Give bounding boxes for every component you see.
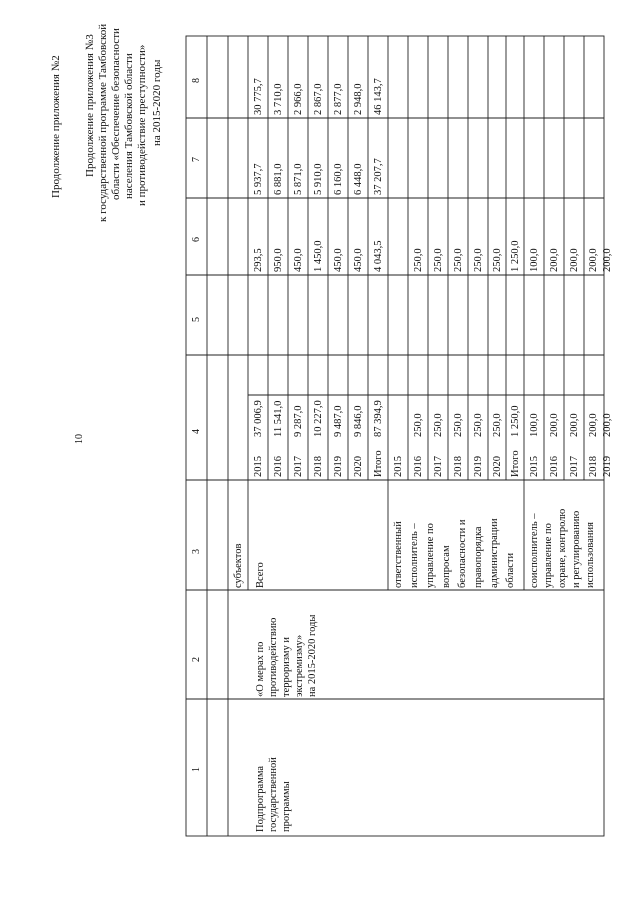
resp-c6: 250,0 <box>473 248 484 272</box>
resp-c6: 250,0 <box>492 248 503 272</box>
total-year: Итого <box>373 450 384 477</box>
resp-year: Итого <box>510 450 521 477</box>
resp-c4: 250,0 <box>473 413 484 437</box>
col2-line-4: экстремизму» <box>294 634 305 697</box>
co-c4: 200,0 <box>569 413 580 437</box>
co-label-line: использования <box>585 522 596 588</box>
total-c6: 950,0 <box>273 248 284 272</box>
resp-label-line: управление по <box>425 523 436 588</box>
total-c8: 2 966,0 <box>293 83 304 115</box>
attachment-line-4: населения Тамбовской области <box>123 53 135 199</box>
resp-c4: 1 250,0 <box>510 405 521 437</box>
total-c8: 30 775,7 <box>253 78 264 115</box>
col-number-7: 7 <box>191 157 202 162</box>
co-c4: 200,0 <box>602 413 613 437</box>
resp-year: 2016 <box>413 456 424 477</box>
col2-line-3: терроризму и <box>281 636 292 697</box>
resp-label-line: администрации <box>489 518 500 588</box>
co-year: 2016 <box>549 456 560 477</box>
page-number: 10 <box>74 434 85 444</box>
total-c8: 46 143,7 <box>373 78 384 115</box>
col-number-6: 6 <box>191 237 202 242</box>
resp-c6: 250,0 <box>413 248 424 272</box>
col2-line-5: на 2015-2020 годы <box>307 614 318 697</box>
col-number-2: 2 <box>191 657 202 662</box>
total-c8: 2 948,0 <box>353 83 364 115</box>
resp-c6: 250,0 <box>433 248 444 272</box>
co-c4: 100,0 <box>529 413 540 437</box>
total-year: 2016 <box>273 456 284 477</box>
resp-year: 2018 <box>453 456 464 477</box>
total-c6: 4 043,5 <box>373 240 384 272</box>
group-total-label: Всего <box>255 562 266 588</box>
resp-c4: 250,0 <box>453 413 464 437</box>
total-c4: 9 846,0 <box>353 405 364 437</box>
resp-year: 2020 <box>492 456 503 477</box>
co-c4: 200,0 <box>588 413 599 437</box>
table-border <box>186 36 604 836</box>
co-c6: 200,0 <box>588 248 599 272</box>
total-c8: 2 867,0 <box>313 83 324 115</box>
total-c4: 9 487,0 <box>333 405 344 437</box>
total-c4: 9 287,0 <box>293 405 304 437</box>
co-year: 2015 <box>529 456 540 477</box>
total-c8: 3 710,0 <box>273 83 284 115</box>
resp-label-line: исполнитель – <box>409 523 420 588</box>
total-c6: 450,0 <box>353 248 364 272</box>
col-number-4: 4 <box>191 429 202 434</box>
total-c4: 87 394,9 <box>373 400 384 437</box>
attachment-line-3: области «Обеспечение безопасности <box>110 28 122 200</box>
total-c6: 450,0 <box>333 248 344 272</box>
resp-c6: 1 250,0 <box>510 240 521 272</box>
total-year: 2020 <box>353 456 364 477</box>
total-c7: 6 448,0 <box>353 163 364 195</box>
attachment-line-5: и противодействие преступности» <box>136 44 148 206</box>
resp-label-line: вопросам <box>441 545 452 588</box>
col-number-1: 1 <box>191 767 202 772</box>
resp-c4: 250,0 <box>433 413 444 437</box>
co-label-line: управление по <box>543 523 554 588</box>
attachment-line-1: Продолжение приложения №3 <box>84 34 96 177</box>
col-number-5: 5 <box>191 317 202 322</box>
continuation-title: Продолжение приложения №2 <box>50 55 62 198</box>
col-number-3: 3 <box>191 549 202 554</box>
resp-label-line: области <box>505 552 516 588</box>
resp-label-line: правопорядка <box>473 526 484 588</box>
total-c4: 10 227,0 <box>313 400 324 437</box>
col-number-8: 8 <box>191 78 202 83</box>
col1-line-1: Подпрограмма <box>255 765 266 832</box>
total-c4: 11 541,0 <box>273 400 284 437</box>
resp-c4: 250,0 <box>413 413 424 437</box>
resp-c6: 250,0 <box>453 248 464 272</box>
resp-label-line: безопасности и <box>457 519 468 588</box>
col1-line-3: программы <box>281 781 292 832</box>
co-year: 2019 <box>602 456 613 477</box>
co-c6: 200,0 <box>549 248 560 272</box>
total-c7: 5 910,0 <box>313 163 324 195</box>
total-c8: 2 877,0 <box>333 83 344 115</box>
total-c6: 293,5 <box>253 248 264 272</box>
co-c4: 200,0 <box>549 413 560 437</box>
co-year: 2017 <box>569 456 580 477</box>
total-year: 2015 <box>253 456 264 477</box>
col1-line-2: государственной <box>268 757 279 832</box>
co-c6: 200,0 <box>602 248 613 272</box>
col2-line-2: противодействию <box>268 617 279 697</box>
total-c7: 37 207,7 <box>373 158 384 195</box>
total-year: 2019 <box>333 456 344 477</box>
attachment-line-6: на 2015-2020 годы <box>151 59 163 146</box>
total-c7: 6 160,0 <box>333 163 344 195</box>
total-c6: 450,0 <box>293 248 304 272</box>
total-c7: 6 881,0 <box>273 163 284 195</box>
total-c6: 1 450,0 <box>313 240 324 272</box>
co-label-line: и регулированию <box>571 510 582 588</box>
attachment-line-2: к государственной программе Тамбовской <box>97 23 109 222</box>
resp-year: 2017 <box>433 456 444 477</box>
co-label-line: охране, контролю <box>557 508 568 588</box>
col2-line-1: «О мерах по <box>255 641 266 697</box>
total-c7: 5 871,0 <box>293 163 304 195</box>
row-subjects: субъектов <box>233 543 244 588</box>
total-c7: 5 937,7 <box>253 163 264 195</box>
co-label-line: соисполнитель – <box>529 513 540 588</box>
co-c6: 100,0 <box>529 248 540 272</box>
resp-label-line: ответственный <box>393 521 404 588</box>
resp-year: 2015 <box>393 456 404 477</box>
co-year: 2018 <box>588 456 599 477</box>
total-year: 2017 <box>293 456 304 477</box>
total-c4: 37 006,9 <box>253 400 264 437</box>
co-c6: 200,0 <box>569 248 580 272</box>
resp-c4: 250,0 <box>492 413 503 437</box>
resp-year: 2019 <box>473 456 484 477</box>
total-year: 2018 <box>313 456 324 477</box>
